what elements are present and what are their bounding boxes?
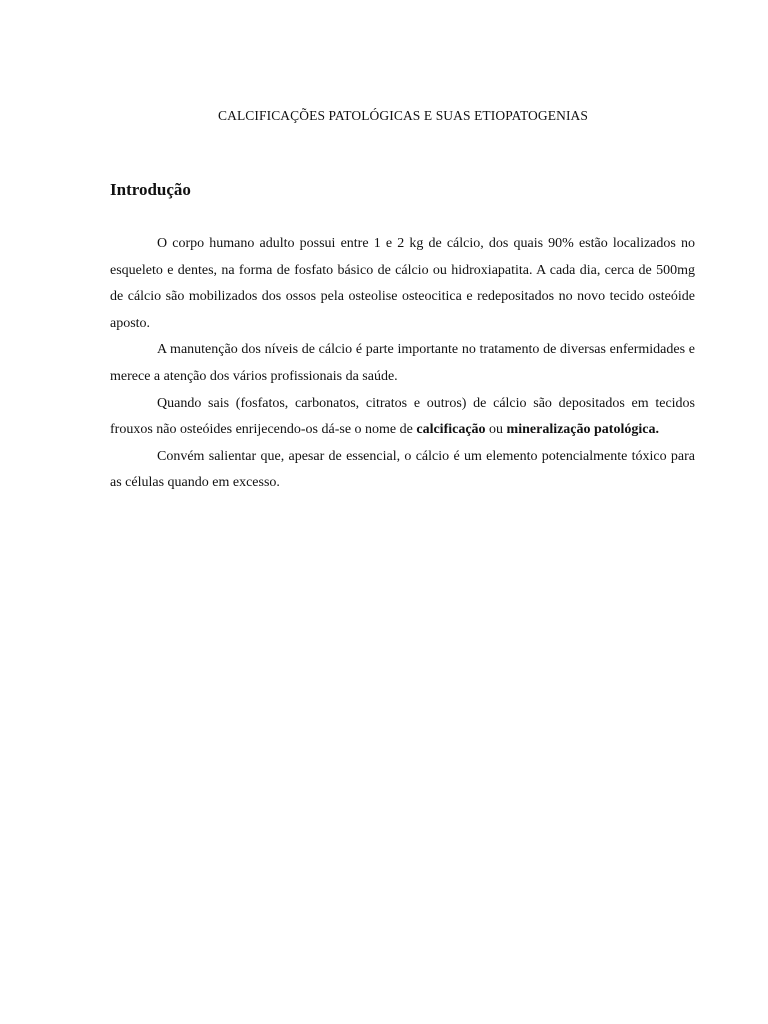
document-title: CALCIFICAÇÕES PATOLÓGICAS E SUAS ETIOPATOGENIAS xyxy=(217,108,588,123)
term-calcificacao: calcificação xyxy=(416,422,486,438)
paragraph-3 xyxy=(110,391,695,444)
section-heading-introduction: Introdução xyxy=(110,180,191,199)
paragraph-4: Convém salientar que, apesar de essencial, o cálcio é um elemento potencialmente tóxico para as células quando em excesso. xyxy=(110,448,695,491)
paragraph-2: A manutenção dos níveis de cálcio é parte importante no tratamento de diversas enfermidades e merece a atenção dos vários profissionais da saúde. xyxy=(110,342,695,384)
paragraph-1: O corpo humano adulto possui entre 1 e 2 kg de cálcio, dos quais 90% estão localizados no esqueleto e dentes, na forma de fosfato básico de cálcio ou hidroxiapatita. A cada dia, cerca de 500mg de cálcio são mobilizados dos ossos pela osteolise osteocitica e redepositados no novo tecido osteóide aposto. xyxy=(110,236,695,331)
term-mineralizacao-patologica: mineralização patológica. xyxy=(506,422,659,438)
paragraph-3-text-middle: ou xyxy=(485,422,507,438)
body-text xyxy=(110,231,695,497)
paragraph-3-text-before: Quando sais (fosfatos, carbonatos, citratos e outros) de cálcio são depositados em tecidos frouxos não osteóides enrijecendo-os dá-se o nome de xyxy=(110,395,695,438)
